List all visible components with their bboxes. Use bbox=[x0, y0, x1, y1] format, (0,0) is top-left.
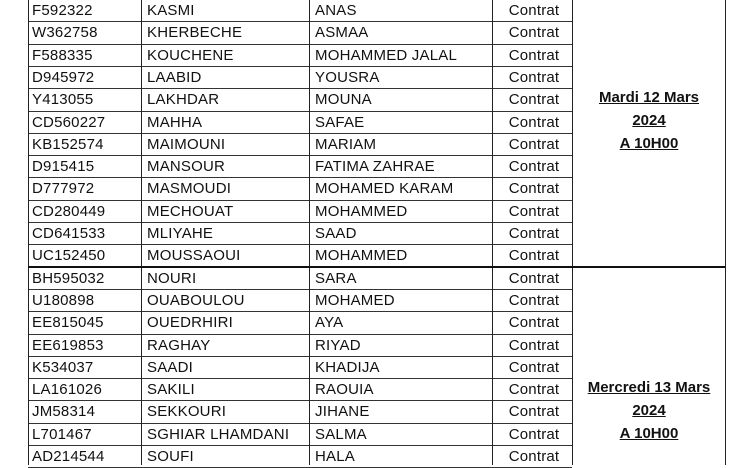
last-name-cell: OUABOULOU bbox=[147, 291, 245, 309]
table-row bbox=[28, 290, 572, 312]
table-row bbox=[28, 67, 572, 89]
last-name-cell: MASMOUDI bbox=[147, 180, 232, 198]
column-divider bbox=[28, 0, 29, 465]
status-cell: Contrat bbox=[508, 336, 560, 354]
status-cell: Contrat bbox=[508, 381, 560, 399]
table-row bbox=[28, 335, 572, 357]
id-cell: F592322 bbox=[32, 2, 93, 19]
status-cell: Contrat bbox=[508, 269, 560, 287]
last-name-cell: MAIMOUNI bbox=[147, 135, 226, 153]
table-row bbox=[28, 134, 572, 156]
first-name-cell: MOHAMMED bbox=[315, 247, 408, 265]
session-date-line: A 10H00 bbox=[619, 135, 679, 152]
last-name-cell: LAABID bbox=[147, 68, 202, 86]
session-date-line: Mercredi 13 Mars bbox=[587, 379, 711, 396]
session-date-line: 2024 bbox=[632, 112, 666, 129]
first-name-cell: ANAS bbox=[315, 2, 357, 19]
first-name-cell: KHADIJA bbox=[315, 358, 380, 376]
session-date-line: 2024 bbox=[632, 402, 666, 419]
table-row bbox=[28, 401, 572, 423]
last-name-cell: SAKILI bbox=[147, 381, 195, 399]
last-name-cell: KASMI bbox=[147, 2, 195, 19]
first-name-cell: RIYAD bbox=[315, 336, 361, 354]
table-row bbox=[28, 201, 572, 223]
status-cell: Contrat bbox=[508, 180, 560, 198]
table-row bbox=[28, 89, 572, 111]
status-cell: Contrat bbox=[508, 135, 560, 153]
last-name-cell: MOUSSAOUI bbox=[147, 247, 241, 265]
id-cell: K534037 bbox=[32, 358, 94, 376]
status-cell: Contrat bbox=[508, 448, 560, 465]
first-name-cell: SAAD bbox=[315, 225, 357, 242]
last-name-cell: MECHOUAT bbox=[147, 202, 234, 220]
first-name-cell: RAOUIA bbox=[315, 381, 374, 399]
status-cell: Contrat bbox=[508, 247, 560, 265]
status-cell: Contrat bbox=[508, 291, 560, 309]
id-cell: Y413055 bbox=[32, 91, 94, 109]
session-date-line: A 10H00 bbox=[619, 425, 679, 442]
status-cell: Contrat bbox=[508, 425, 560, 443]
id-cell: D777972 bbox=[32, 180, 95, 198]
id-cell: EE815045 bbox=[32, 314, 104, 332]
table-row bbox=[28, 0, 572, 22]
id-cell: CD641533 bbox=[32, 225, 106, 242]
last-name-cell: MLIYAHE bbox=[147, 225, 214, 242]
first-name-cell: SALMA bbox=[315, 425, 367, 443]
first-name-cell: MOHAMED bbox=[315, 291, 395, 309]
table-row bbox=[28, 424, 572, 446]
last-name-cell: SOUFI bbox=[147, 448, 194, 465]
table-row bbox=[28, 357, 572, 379]
last-name-cell: MAHHA bbox=[147, 113, 203, 131]
id-cell: AD214544 bbox=[32, 448, 105, 465]
first-name-cell: ASMAA bbox=[315, 24, 369, 42]
id-cell: JM58314 bbox=[32, 403, 96, 421]
session-date-line: Mardi 12 Mars bbox=[598, 89, 700, 106]
column-divider bbox=[141, 0, 142, 465]
status-cell: Contrat bbox=[508, 46, 560, 64]
id-cell: L701467 bbox=[32, 425, 92, 443]
last-name-cell: KOUCHENE bbox=[147, 46, 234, 64]
status-cell: Contrat bbox=[508, 202, 560, 220]
session-date bbox=[573, 376, 725, 445]
last-name-cell: SAADI bbox=[147, 358, 194, 376]
table-row bbox=[28, 178, 572, 200]
last-name-cell: KHERBECHE bbox=[147, 24, 243, 42]
table-row bbox=[28, 379, 572, 401]
last-name-cell: OUEDRHIRI bbox=[147, 314, 233, 332]
first-name-cell: MOUNA bbox=[315, 91, 372, 109]
status-cell: Contrat bbox=[508, 403, 560, 421]
id-cell: F588335 bbox=[32, 46, 93, 64]
table-row bbox=[28, 112, 572, 134]
first-name-cell: FATIMA ZAHRAE bbox=[315, 158, 435, 176]
table-row bbox=[28, 22, 572, 44]
last-name-cell: MANSOUR bbox=[147, 158, 226, 176]
column-divider bbox=[309, 0, 310, 465]
first-name-cell: MOHAMMED JALAL bbox=[315, 46, 457, 64]
id-cell: CD560227 bbox=[32, 113, 106, 131]
first-name-cell: YOUSRA bbox=[315, 68, 380, 86]
column-divider bbox=[725, 0, 726, 465]
id-cell: W362758 bbox=[32, 24, 98, 42]
last-name-cell: SEKKOURI bbox=[147, 403, 227, 421]
column-divider bbox=[492, 0, 493, 465]
status-cell: Contrat bbox=[508, 68, 560, 86]
group-separator bbox=[28, 266, 725, 268]
first-name-cell: SAFAE bbox=[315, 113, 365, 131]
table-row bbox=[28, 245, 572, 267]
table-row bbox=[28, 156, 572, 178]
first-name-cell: JIHANE bbox=[315, 403, 370, 421]
id-cell: UC152450 bbox=[32, 247, 106, 265]
first-name-cell: MOHAMMED bbox=[315, 202, 408, 220]
status-cell: Contrat bbox=[508, 24, 560, 42]
first-name-cell: HALA bbox=[315, 448, 355, 465]
table-row bbox=[28, 312, 572, 334]
id-cell: EE619853 bbox=[32, 336, 104, 354]
id-cell: D915415 bbox=[32, 158, 95, 176]
last-name-cell: RAGHAY bbox=[147, 336, 211, 354]
status-cell: Contrat bbox=[508, 113, 560, 131]
first-name-cell: AYA bbox=[315, 314, 344, 332]
session-date bbox=[573, 86, 725, 155]
table-row bbox=[28, 268, 572, 290]
id-cell: LA161026 bbox=[32, 381, 103, 399]
status-cell: Contrat bbox=[508, 358, 560, 376]
status-cell: Contrat bbox=[508, 91, 560, 109]
last-name-cell: NOURI bbox=[147, 269, 197, 287]
status-cell: Contrat bbox=[508, 2, 560, 19]
last-name-cell: LAKHDAR bbox=[147, 91, 220, 109]
id-cell: U180898 bbox=[32, 291, 95, 309]
table-row bbox=[28, 45, 572, 67]
status-cell: Contrat bbox=[508, 158, 560, 176]
status-cell: Contrat bbox=[508, 314, 560, 332]
first-name-cell: MOHAMED KARAM bbox=[315, 180, 454, 198]
id-cell: BH595032 bbox=[32, 269, 105, 287]
status-cell: Contrat bbox=[508, 225, 560, 242]
first-name-cell: SARA bbox=[315, 269, 357, 287]
id-cell: CD280449 bbox=[32, 202, 106, 220]
id-cell: KB152574 bbox=[32, 135, 104, 153]
table-row bbox=[28, 223, 572, 245]
last-name-cell: SGHIAR LHAMDANI bbox=[147, 425, 290, 443]
id-cell: D945972 bbox=[32, 68, 95, 86]
first-name-cell: MARIAM bbox=[315, 135, 377, 153]
